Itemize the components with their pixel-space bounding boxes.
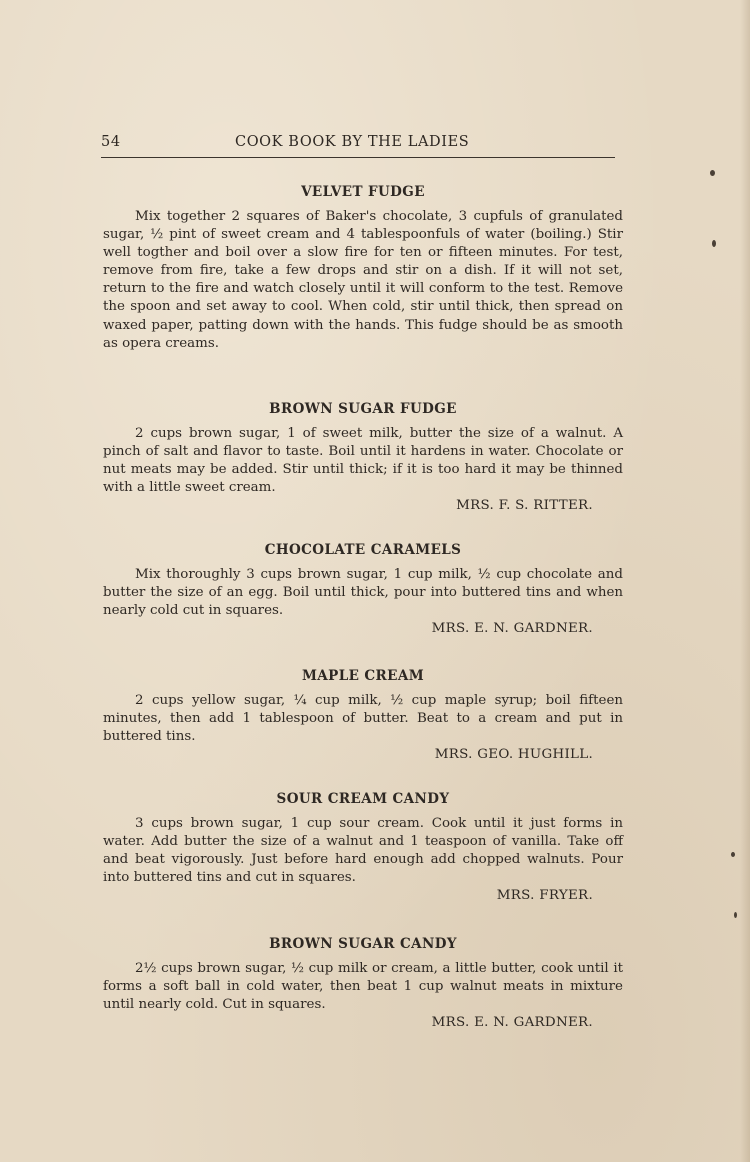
recipe-author: MRS. E. N. GARDNER. xyxy=(431,621,593,637)
recipe-maple-cream xyxy=(103,666,623,764)
running-title: COOK BOOK BY THE LADIES xyxy=(235,134,470,150)
recipe-brown-sugar-fudge xyxy=(103,399,623,515)
ink-speck xyxy=(731,852,735,857)
recipe-body: 2 cups brown sugar, 1 of sweet milk, butter the size of a walnut. A pinch of salt and flavor to taste. Boil until it hardens in water. Chocolate or nut meats may be added. Stir until thick; if it is too hard it may be thinned with a little sweet cream. xyxy=(103,426,623,496)
recipe-title: CHOCOLATE CARAMELS xyxy=(264,542,462,558)
ink-speck xyxy=(712,240,716,247)
recipe-title: MAPLE CREAM xyxy=(301,668,425,684)
recipe-body: Mix together 2 squares of Baker's chocolate, 3 cupfuls of granulated sugar, ½ pint of sweet cream and 4 tablespoonfuls of water (boiling.) Stir well togther and boil over a slow fire for ten or fifteen minutes. For test, remove from fire, take a few drops and stir on a dish. If it will not set, return to the fire and watch closely until it will conform to the test. Remove the spoon and set away to cool. When cold, stir until thick, then spread on waxed paper, patting down with the hands. This fudge should be as smooth as opera creams. xyxy=(103,209,623,351)
ink-speck xyxy=(710,170,715,176)
recipe-body: Mix thoroughly 3 cups brown sugar, 1 cup milk, ½ cup chocolate and butter the size of an egg. Boil until thick, pour into buttered tins and when nearly cold cut in squares. xyxy=(103,567,623,619)
ink-speck xyxy=(734,912,737,918)
page-number: 54 xyxy=(101,134,121,150)
recipe-velvet-fudge xyxy=(103,182,623,353)
recipe-author: MRS. FRYER. xyxy=(496,888,593,904)
recipe-author: MRS. GEO. HUGHILL. xyxy=(434,747,593,763)
running-head xyxy=(101,134,615,156)
recipe-author: MRS. E. N. GARDNER. xyxy=(431,1015,593,1031)
recipe-title: SOUR CREAM CANDY xyxy=(276,791,450,807)
recipe-title: BROWN SUGAR FUDGE xyxy=(269,401,457,417)
recipe-chocolate-caramels xyxy=(103,540,623,638)
recipe-author: MRS. F. S. RITTER. xyxy=(456,498,593,514)
recipe-title: VELVET FUDGE xyxy=(301,184,425,200)
recipe-brown-sugar-candy xyxy=(103,934,623,1032)
recipe-body: 2½ cups brown sugar, ½ cup milk or cream, a little butter, cook until it forms a soft ball in cold water, then beat 1 cup walnut meats in mixture until nearly cold. Cut in squares. xyxy=(103,961,623,1013)
recipe-body: 2 cups yellow sugar, ¼ cup milk, ½ cup maple syrup; boil fifteen minutes, then add 1 tablespoon of butter. Beat to a cream and put in buttered tins. xyxy=(103,693,623,745)
header-rule xyxy=(101,157,615,158)
recipe-sour-cream-candy xyxy=(103,789,623,905)
recipe-title: BROWN SUGAR CANDY xyxy=(269,936,457,952)
page-edge-shadow xyxy=(740,0,750,1162)
recipe-body: 3 cups brown sugar, 1 cup sour cream. Cook until it just forms in water. Add butter the size of a walnut and 1 teaspoon of vanilla. Take off and beat vigorously. Just before hard enough add chopped walnuts. Pour into buttered tins and cut in squares. xyxy=(103,816,623,886)
